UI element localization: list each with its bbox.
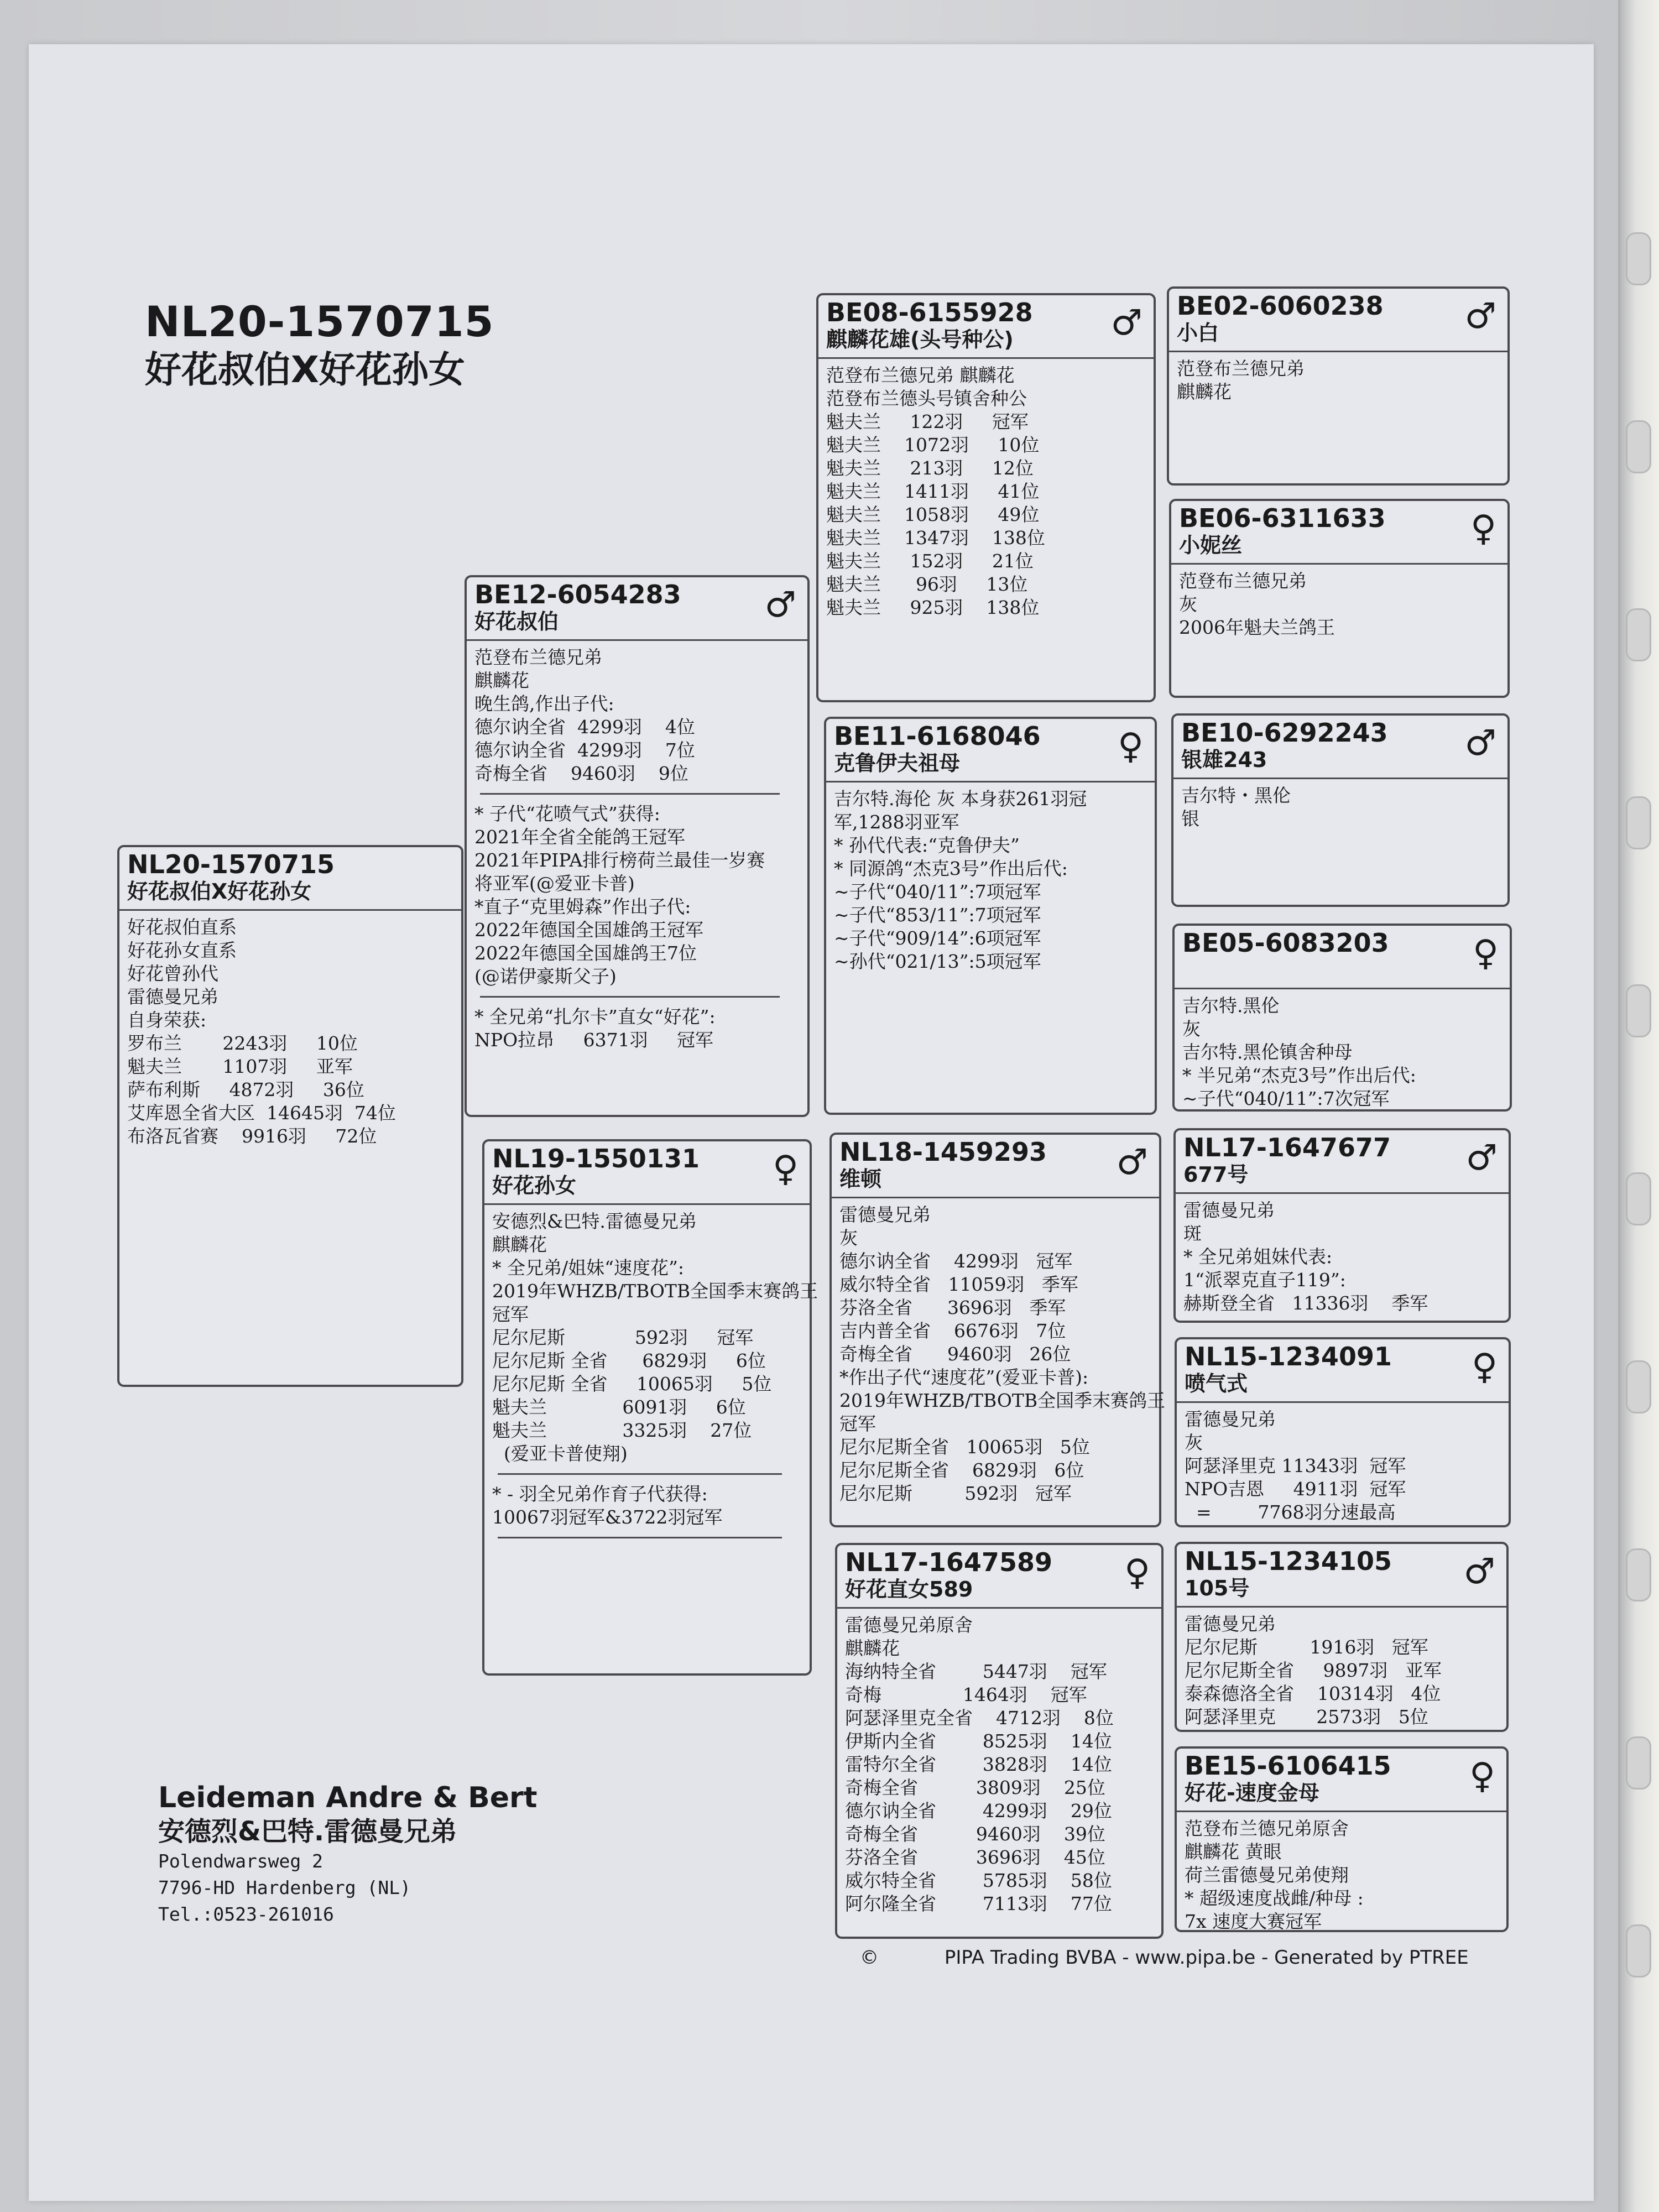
male-icon: ♂ xyxy=(1110,302,1142,343)
bird-name: 677号 xyxy=(1183,1162,1249,1187)
card-line: 冠军 xyxy=(492,1303,529,1325)
card-header xyxy=(837,1545,1161,1609)
card-header xyxy=(1171,501,1507,565)
card-body xyxy=(1185,1613,1501,1729)
card-line: * 全兄弟姐妹代表: xyxy=(1183,1246,1333,1267)
card-line: * 同源鸽“杰克3号”作出后代: xyxy=(834,858,1068,879)
divider xyxy=(480,793,780,795)
card-line: 奇梅 1464羽 冠军 xyxy=(845,1684,1087,1705)
card-line: * 超级速度战雌/种母 : xyxy=(1185,1887,1364,1909)
card-header xyxy=(467,577,807,641)
pedigree-title xyxy=(145,299,494,395)
sire-sire-card xyxy=(816,293,1156,702)
card-line: 自身荣获: xyxy=(127,1009,207,1031)
card-line: = 7768羽分速最高 xyxy=(1185,1501,1396,1523)
sdd-card xyxy=(1172,924,1512,1112)
title-subtitle: 好花叔伯X好花孙女 xyxy=(145,348,465,391)
female-icon: ♀ xyxy=(773,1149,799,1190)
card-line: 艾库恩全省大区 14645羽 74位 xyxy=(127,1102,396,1124)
card-line: * 孙代代表:“克鲁伊夫” xyxy=(834,834,1020,856)
card-line: 德尔讷全省 4299羽 4位 xyxy=(474,716,695,738)
punch-hole xyxy=(1626,1924,1651,1978)
card-line: 军,1288羽亚军 xyxy=(834,811,959,833)
card-line: 德尔讷全省 4299羽 29位 xyxy=(845,1800,1112,1822)
card-line: 2006年魁夫兰鸽王 xyxy=(1179,617,1335,638)
card-line: 尼尔尼斯 全省 6829羽 6位 xyxy=(492,1350,766,1371)
footer xyxy=(860,1947,1469,1969)
ring-number: BE10-6292243 xyxy=(1181,718,1388,748)
card-line: * 全兄弟“扎尔卡”直女“好花”: xyxy=(474,1006,716,1027)
card-line: 奇梅全省 9460羽 26位 xyxy=(839,1343,1071,1365)
card-line: 麒麟花 黄眼 xyxy=(1185,1841,1282,1863)
sire-dam-card xyxy=(824,717,1157,1115)
male-icon: ♂ xyxy=(1116,1142,1148,1183)
card-line: 麒麟花 xyxy=(492,1234,547,1255)
punch-hole xyxy=(1626,1548,1651,1601)
card-body xyxy=(127,916,456,1148)
card-body xyxy=(826,364,1148,619)
female-icon: ♀ xyxy=(1473,933,1499,974)
ring-number: BE02-6060238 xyxy=(1177,291,1384,321)
male-icon: ♂ xyxy=(1464,723,1496,764)
card-line: 1“派翠克直子119”: xyxy=(1183,1269,1346,1291)
card-body xyxy=(1181,784,1502,831)
card-header xyxy=(818,295,1154,359)
card-line: 威尔特全省 5785羽 58位 xyxy=(845,1870,1112,1891)
female-icon: ♀ xyxy=(1124,1552,1150,1593)
card-body xyxy=(834,787,1149,973)
card-line: 2019年WHZB/TBOTB全国季末赛鸽王 xyxy=(839,1390,1166,1411)
punch-hole xyxy=(1626,420,1651,473)
card-line: 荷兰雷德曼兄弟使翔 xyxy=(1185,1864,1349,1886)
punch-hole xyxy=(1626,1172,1651,1225)
card-line: 魁夫兰 1347羽 138位 xyxy=(826,527,1045,549)
dds-card xyxy=(1175,1542,1509,1732)
card-line: 好花曾孙代 xyxy=(127,963,218,984)
card-line: * 子代“花喷气式”获得: xyxy=(474,803,660,825)
card-header xyxy=(1177,1339,1509,1403)
punch-hole xyxy=(1626,984,1651,1037)
card-line: 灰 xyxy=(1185,1432,1203,1453)
card-line: ~子代“040/11”:7次冠军 xyxy=(1182,1088,1390,1109)
card-line: 晚生鸽,作出子代: xyxy=(474,693,614,714)
card-line: 吉内普全省 6676羽 7位 xyxy=(839,1320,1066,1342)
ring-number: NL17-1647677 xyxy=(1183,1133,1391,1162)
card-header xyxy=(1177,1544,1506,1608)
ring-number: BE12-6054283 xyxy=(474,580,681,609)
card-line: 范登布兰德兄弟 xyxy=(1177,358,1305,379)
ring-number: BE11-6168046 xyxy=(834,721,1041,751)
card-line: 泰森德洛全省 10314羽 4位 xyxy=(1185,1683,1441,1704)
ring-number: NL15-1234105 xyxy=(1185,1546,1392,1576)
card-line: NPO吉恩 4911羽 冠军 xyxy=(1185,1478,1406,1500)
binder-edge xyxy=(1618,0,1659,2212)
card-line: 尼尔尼斯 1916羽 冠军 xyxy=(1185,1636,1428,1658)
sss-card xyxy=(1167,286,1510,486)
card-line: 魁夫兰 1107羽 亚军 xyxy=(127,1056,353,1077)
breeder-block xyxy=(158,1781,537,1928)
subject-card xyxy=(117,845,463,1387)
card-line: 魁夫兰 1411羽 41位 xyxy=(826,481,1040,502)
card-line: 10067羽冠军&3722羽冠军 xyxy=(492,1506,723,1528)
copyright-symbol: © xyxy=(860,1947,879,1969)
card-line: 尼尔尼斯 592羽 冠军 xyxy=(492,1327,754,1348)
sire-card xyxy=(465,575,810,1117)
card-line: 灰 xyxy=(1182,1018,1201,1040)
male-icon: ♂ xyxy=(1464,296,1496,337)
card-line: 好花叔伯直系 xyxy=(127,916,237,938)
card-line: 范登布兰德头号镇舍种公 xyxy=(826,388,1027,409)
card-body xyxy=(1183,1199,1503,1315)
card-line: 威尔特全省 11059羽 季军 xyxy=(839,1274,1078,1295)
card-line: 雷特尔全省 3828羽 14位 xyxy=(845,1754,1112,1775)
card-body xyxy=(1177,357,1502,404)
card-body xyxy=(839,1203,1166,1505)
card-line: 麒麟花 xyxy=(474,670,529,691)
card-line: 伊斯内全省 8525羽 14位 xyxy=(845,1730,1112,1752)
card-line: 好花孙女直系 xyxy=(127,940,237,961)
card-line: 雷德曼兄弟 xyxy=(1185,1613,1276,1635)
card-line: NPO拉昂 6371羽 冠军 xyxy=(474,1029,714,1051)
card-line: 布洛瓦省赛 9916羽 72位 xyxy=(127,1125,377,1147)
punch-hole xyxy=(1626,608,1651,661)
breeder-address-line2: 7796-HD Hardenberg (NL) xyxy=(158,1877,411,1898)
card-body xyxy=(1182,994,1504,1110)
female-icon: ♀ xyxy=(1472,1347,1498,1387)
punch-hole xyxy=(1626,1360,1651,1413)
card-line: 奇梅全省 9460羽 39位 xyxy=(845,1823,1105,1845)
male-icon: ♂ xyxy=(1465,1138,1498,1178)
card-line: 吉尔特.黑伦镇舍种母 xyxy=(1182,1041,1353,1063)
card-line: ~子代“853/11”:7项冠军 xyxy=(834,904,1041,926)
card-body xyxy=(1185,1408,1503,1524)
punch-hole xyxy=(1626,796,1651,849)
card-line: 赫斯登全省 11336羽 季军 xyxy=(1183,1292,1428,1314)
card-line: ~子代“040/11”:7项冠军 xyxy=(834,881,1041,902)
male-icon: ♂ xyxy=(1463,1551,1495,1592)
card-line: * 全兄弟/姐妹“速度花”: xyxy=(492,1257,684,1279)
card-line: 安德烈&巴特.雷德曼兄弟 xyxy=(492,1211,697,1232)
bird-name: 维顿 xyxy=(839,1167,882,1191)
card-line: 尼尔尼斯 592羽 冠军 xyxy=(839,1483,1072,1504)
female-icon: ♀ xyxy=(1118,726,1144,767)
card-line: 斑 xyxy=(1183,1223,1202,1244)
card-line: ~孙代“021/13”:5项冠军 xyxy=(834,951,1041,972)
female-icon: ♀ xyxy=(1469,1756,1495,1797)
ring-number: BE05-6083203 xyxy=(1182,928,1389,958)
divider xyxy=(480,996,780,998)
card-line: 雷德曼兄弟 xyxy=(1185,1408,1276,1430)
bird-name: 好花-速度金母 xyxy=(1185,1781,1319,1805)
dam-sire-card xyxy=(830,1133,1166,1527)
card-line: 麒麟花 xyxy=(845,1637,900,1659)
card-line: 魁夫兰 152羽 21位 xyxy=(826,550,1034,572)
bird-name: 麒麟花雄(头号种公) xyxy=(826,327,1014,352)
card-line: 范登布兰德兄弟 麒麟花 xyxy=(826,364,1015,386)
ssd-card xyxy=(1169,499,1510,698)
card-line: 尼尔尼斯全省 10065羽 5位 xyxy=(839,1436,1090,1458)
card-line: 将亚军(@爱亚卡普) xyxy=(474,873,635,894)
ring-number: NL19-1550131 xyxy=(492,1144,700,1173)
card-line: ~子代“909/14”:6项冠军 xyxy=(834,927,1041,949)
card-line: 麒麟花 xyxy=(1177,381,1232,403)
card-line: 阿尔隆全省 7113羽 77位 xyxy=(845,1893,1112,1914)
card-line: 灰 xyxy=(839,1227,858,1249)
punch-hole xyxy=(1626,1736,1651,1790)
ring-number: BE08-6155928 xyxy=(826,298,1033,327)
bird-name: 喷气式 xyxy=(1185,1371,1248,1396)
title-ring-number: NL20-1570715 xyxy=(145,297,494,346)
card-header xyxy=(1173,716,1507,779)
card-line: 魁夫兰 6091羽 6位 xyxy=(492,1396,746,1418)
card-header xyxy=(1169,289,1507,352)
card-line: 罗布兰 2243羽 10位 xyxy=(127,1032,358,1054)
dam-dam-card xyxy=(835,1543,1164,1939)
card-line: * - 羽全兄弟作育子代获得: xyxy=(492,1483,708,1505)
card-line: 德尔讷全省 4299羽 冠军 xyxy=(839,1250,1073,1272)
ddd-card xyxy=(1175,1746,1509,1932)
card-line: 吉尔特・黑伦 xyxy=(1181,785,1291,806)
ring-number: BE06-6311633 xyxy=(1179,503,1386,533)
sds-card xyxy=(1171,713,1510,907)
card-line: 吉尔特.海伦 灰 本身获261羽冠 xyxy=(834,788,1087,810)
card-line: * 半兄弟“杰克3号”作出后代: xyxy=(1182,1065,1416,1086)
card-line: 魁夫兰 1072羽 10位 xyxy=(826,434,1040,456)
card-header xyxy=(826,719,1155,782)
card-line: 范登布兰德兄弟 xyxy=(1179,570,1307,592)
breeder-phone: Tel.:0523-261016 xyxy=(158,1903,334,1925)
card-line: 雷德曼兄弟 xyxy=(839,1204,931,1225)
card-header xyxy=(1177,1749,1506,1812)
card-line: *直子“克里姆森”作出子代: xyxy=(474,896,691,917)
bird-name: 银雄243 xyxy=(1181,748,1267,772)
bird-name: 好花孙女 xyxy=(492,1173,577,1198)
card-line: 萨布利斯 4872羽 36位 xyxy=(127,1079,364,1100)
card-header xyxy=(484,1141,810,1205)
female-icon: ♀ xyxy=(1470,508,1496,549)
card-line: 冠军 xyxy=(839,1413,876,1434)
card-line: 魁夫兰 122羽 冠军 xyxy=(826,411,1029,432)
ring-number: NL18-1459293 xyxy=(839,1137,1047,1167)
dsd-card xyxy=(1175,1337,1511,1527)
bird-name: 好花叔伯 xyxy=(474,609,559,634)
card-line: 尼尔尼斯全省 9897羽 亚军 xyxy=(1185,1660,1442,1681)
ring-number: NL20-1570715 xyxy=(127,849,335,879)
card-body xyxy=(492,1210,818,1546)
bird-name: 好花直女589 xyxy=(845,1577,973,1601)
divider xyxy=(498,1473,782,1475)
card-line: 范登布兰德兄弟 xyxy=(474,646,602,668)
card-line: 魁夫兰 3325羽 27位 xyxy=(492,1420,752,1441)
card-body xyxy=(474,646,802,1052)
card-line: 吉尔特.黑伦 xyxy=(1182,995,1280,1016)
card-body xyxy=(1185,1817,1501,1933)
card-line: 魁夫兰 925羽 138位 xyxy=(826,597,1040,618)
divider xyxy=(498,1537,782,1538)
dss-card xyxy=(1173,1128,1511,1323)
ring-number: NL15-1234091 xyxy=(1185,1342,1392,1371)
card-line: 2021年全省全能鸽王冠军 xyxy=(474,826,685,848)
card-line: 2022年德国全国雄鸽王冠军 xyxy=(474,919,703,941)
card-line: 芬洛全省 3696羽 45位 xyxy=(845,1846,1105,1868)
bird-name: 好花叔伯X好花孙女 xyxy=(127,879,312,904)
card-line: 魁夫兰 1058羽 49位 xyxy=(826,504,1040,525)
bird-name: 小妮丝 xyxy=(1179,533,1243,557)
card-line: 芬洛全省 3696羽 季军 xyxy=(839,1297,1066,1318)
card-line: 尼尔尼斯 全省 10065羽 5位 xyxy=(492,1373,772,1395)
card-line: 7x 速度大赛冠军 xyxy=(1185,1911,1322,1932)
ring-number: BE15-6106415 xyxy=(1185,1751,1391,1781)
card-line: 魁夫兰 213羽 12位 xyxy=(826,457,1034,479)
breeder-name-en: Leideman Andre & Bert xyxy=(158,1781,538,1814)
card-line: 灰 xyxy=(1179,593,1197,615)
card-line: 阿瑟泽里克全省 4712羽 8位 xyxy=(845,1707,1114,1729)
dam-card xyxy=(482,1139,818,1676)
card-line: 奇梅全省 3809羽 25位 xyxy=(845,1777,1105,1798)
card-line: 银 xyxy=(1181,808,1199,830)
card-line: (爱亚卡普使翔) xyxy=(492,1443,628,1464)
bird-name: 克鲁伊夫祖母 xyxy=(834,751,961,775)
card-line: 范登布兰德兄弟原舍 xyxy=(1185,1818,1349,1839)
card-header xyxy=(1175,926,1510,989)
card-line: 雷德曼兄弟原舍 xyxy=(845,1614,973,1636)
punch-hole xyxy=(1626,232,1651,285)
male-icon: ♂ xyxy=(764,585,796,625)
card-line: *作出子代“速度花”(爱亚卡普): xyxy=(839,1366,1089,1388)
card-line: 雷德曼兄弟 xyxy=(1183,1199,1275,1221)
card-body xyxy=(845,1614,1156,1916)
card-body xyxy=(1179,570,1502,639)
card-line: (@诺伊豪斯父子) xyxy=(474,966,617,987)
ring-number: NL17-1647589 xyxy=(845,1547,1052,1577)
footer-text: PIPA Trading BVBA - www.pipa.be - Generated by PTREE xyxy=(944,1947,1469,1969)
card-line: 海纳特全省 5447羽 冠军 xyxy=(845,1661,1107,1682)
breeder-address-line1: Polendwarsweg 2 xyxy=(158,1850,324,1872)
card-line: 2019年WHZB/TBOTB全国季末赛鸽王 xyxy=(492,1280,818,1302)
card-line: 奇梅全省 9460羽 9位 xyxy=(474,763,688,784)
bird-name: 小白 xyxy=(1177,321,1219,345)
card-line: 2021年PIPA排行榜荷兰最佳一岁赛 xyxy=(474,849,765,871)
card-line: 魁夫兰 96羽 13位 xyxy=(826,573,1028,595)
breeder-name-cn: 安德烈&巴特.雷德曼兄弟 xyxy=(158,1816,457,1847)
card-line: 阿瑟泽里克 11343羽 冠军 xyxy=(1185,1455,1406,1477)
card-header xyxy=(119,847,461,911)
card-header xyxy=(1176,1130,1509,1194)
card-line: 尼尔尼斯全省 6829羽 6位 xyxy=(839,1459,1084,1481)
card-line: 德尔讷全省 4299羽 7位 xyxy=(474,739,695,761)
card-line: 阿瑟泽里克 2573羽 5位 xyxy=(1185,1706,1428,1728)
bird-name: 105号 xyxy=(1185,1576,1250,1600)
card-line: 2022年德国全国雄鸽王7位 xyxy=(474,942,697,964)
card-line: 雷德曼兄弟 xyxy=(127,986,218,1008)
card-header xyxy=(832,1135,1159,1198)
